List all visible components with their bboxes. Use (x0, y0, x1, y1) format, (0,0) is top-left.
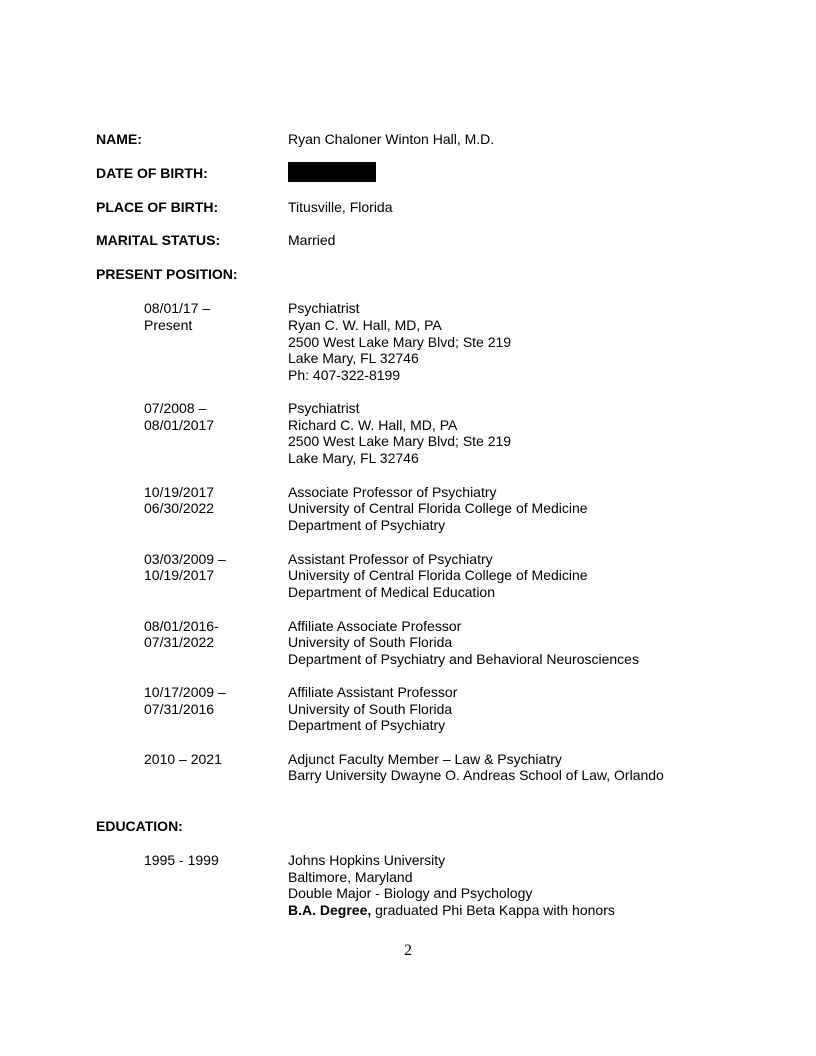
position-line: Department of Psychiatry (288, 517, 446, 533)
position-line: Affiliate Assistant Professor (288, 684, 458, 700)
position-line: Assistant Professor of Psychiatry (288, 551, 493, 567)
position-date: 08/01/2016- (144, 618, 219, 634)
position-line: Lake Mary, FL 32746 (288, 450, 419, 466)
name-value: Ryan Chaloner Winton Hall, M.D. (288, 131, 495, 147)
position-date: 10/17/2009 – (144, 684, 226, 700)
position-line: Department of Psychiatry (288, 717, 446, 733)
position-date: 2010 – 2021 (144, 751, 222, 767)
position-line: Barry University Dwayne O. Andreas School of Law, Orlando (288, 767, 664, 783)
position-date: 07/31/2016 (144, 701, 215, 717)
page-number: 2 (404, 942, 412, 959)
education-degree-line (288, 902, 615, 919)
position-line: Affiliate Associate Professor (288, 618, 462, 634)
position-line: Psychiatrist (288, 300, 360, 316)
education-date: 1995 - 1999 (144, 852, 219, 868)
position-date: Present (144, 317, 193, 333)
position-line: Associate Professor of Psychiatry (288, 484, 497, 500)
present-position-heading: PRESENT POSITION: (96, 266, 238, 282)
position-date: 07/31/2022 (144, 634, 215, 650)
position-line: Lake Mary, FL 32746 (288, 350, 419, 366)
position-line: Department of Medical Education (288, 584, 495, 600)
position-line: 2500 West Lake Mary Blvd; Ste 219 (288, 334, 512, 350)
position-line: University of South Florida (288, 701, 453, 717)
position-date: 03/03/2009 – (144, 551, 226, 567)
name-label: NAME: (96, 131, 142, 147)
position-line: Psychiatrist (288, 400, 360, 416)
position-date: 10/19/2017 (144, 484, 215, 500)
pob-label: PLACE OF BIRTH: (96, 199, 219, 215)
marital-value: Married (288, 232, 336, 248)
position-line: Ryan C. W. Hall, MD, PA (288, 317, 442, 333)
position-line: University of Central Florida College of Medicine (288, 500, 588, 516)
position-date: 06/30/2022 (144, 500, 215, 516)
position-date: 08/01/2017 (144, 417, 215, 433)
education-line: Baltimore, Maryland (288, 869, 413, 885)
dob-redaction (288, 162, 376, 182)
degree-detail: graduated Phi Beta Kappa with honors (371, 902, 615, 918)
position-date: 10/19/2017 (144, 567, 215, 583)
degree-name: B.A. Degree, (288, 902, 372, 918)
position-line: Ph: 407-322-8199 (288, 367, 401, 383)
education-line: Double Major - Biology and Psychology (288, 885, 533, 901)
position-line: University of South Florida (288, 634, 453, 650)
dob-label: DATE OF BIRTH: (96, 165, 208, 181)
education-line: Johns Hopkins University (288, 852, 446, 868)
marital-label: MARITAL STATUS: (96, 232, 221, 248)
position-line: Adjunct Faculty Member – Law & Psychiatry (288, 751, 562, 767)
position-line: Department of Psychiatry and Behavioral Neurosciences (288, 651, 639, 667)
pob-value: Titusville, Florida (288, 199, 393, 215)
position-line: 2500 West Lake Mary Blvd; Ste 219 (288, 433, 512, 449)
position-line: University of Central Florida College of Medicine (288, 567, 588, 583)
position-date: 07/2008 – (144, 400, 207, 416)
position-line: Richard C. W. Hall, MD, PA (288, 417, 458, 433)
education-heading: EDUCATION: (96, 818, 183, 834)
position-date: 08/01/17 – (144, 300, 211, 316)
